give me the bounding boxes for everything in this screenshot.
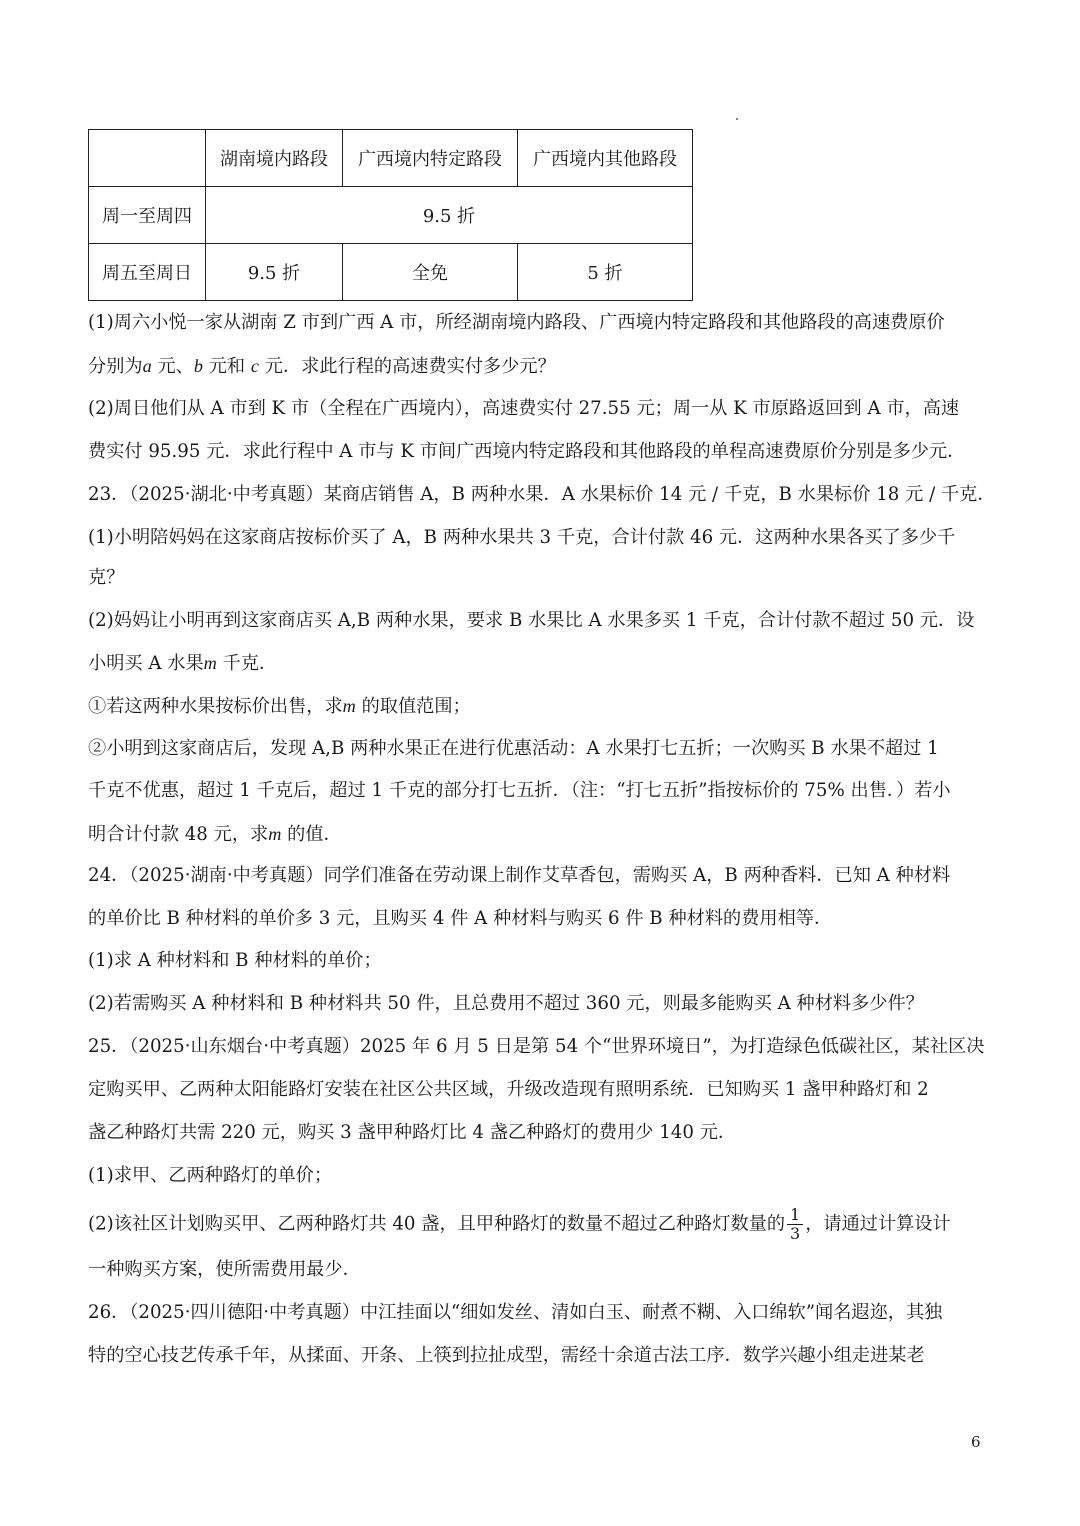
- q22-part2-line1: (2)周日他们从 A 市到 K 市（全程在广西境内），高速费实付 27.55 元；周一从 K 市原路返回到 A 市，高速: [88, 398, 960, 419]
- math-var: c: [250, 356, 259, 376]
- table-row: [89, 187, 693, 244]
- table-header-row: [89, 130, 693, 187]
- q26-line2: 特的空心技艺传承千年，从揉面、开条、上筷到拉扯成型，需经十余道古法工序．数学兴趣小组走进某老: [88, 1345, 925, 1366]
- q23-line1: 23．（2025·湖北·中考真题）某商店销售 A，B 两种水果．A 水果标价 14 元 / 千克，B 水果标价 18 元 / 千克．: [88, 484, 996, 505]
- q26-line1: 26．（2025·四川德阳·中考真题）中江挂面以“细如发丝、清如白玉、耐煮不糊、入口绵软”闻名遐迩，其独: [88, 1302, 943, 1323]
- text-span: ①若这两种水果按标价出售，求: [88, 696, 343, 717]
- q25-line3: 盏乙种路灯共需 220 元，购买 3 盏甲种路灯比 4 盏乙种路灯的费用少 140 元．: [88, 1122, 737, 1143]
- fraction: [787, 1206, 803, 1243]
- q23-line7: ②小明到这家商店后，发现 A,B 两种水果正在进行优惠活动：A 水果打七五折；一次购买 B 水果不超过 1: [88, 738, 939, 759]
- q24-line4: (2)若需购买 A 种材料和 B 种材料共 50 件，且总费用不超过 360 元，则最多能购买 A 种材料多少件？: [88, 993, 924, 1014]
- math-var: b: [193, 356, 203, 376]
- q23-line4: (2)妈妈让小明再到这家商店买 A,B 两种水果，要求 B 水果比 A 水果多买 1 千克，合计付款不超过 50 元．设: [88, 610, 975, 631]
- q23-line9: [88, 822, 993, 847]
- q23-line8: 千克不优惠，超过 1 千克后，超过 1 千克的部分打七五折．（注：“打七五折”指按标价的 75% 出售．）若小: [88, 780, 951, 801]
- text-span: 小明买 A 水果: [88, 653, 204, 674]
- q25-line1: 25．（2025·山东烟台·中考真题）2025 年 6 月 5 日是第 54 个“世界环境日”，为打造绿色低碳社区，某社区决: [88, 1036, 985, 1057]
- q23-line5: [88, 651, 993, 676]
- q25-line2: 定购买甲、乙两种太阳能路灯安装在社区公共区域，升级改造现有照明系统．已知购买 1 盏甲种路灯和 2: [88, 1079, 929, 1100]
- q23-line6: [88, 694, 993, 719]
- q22-part1-line1: (1)周六小悦一家从湖南 Z 市到广西 A 市，所经湖南境内路段、广西境内特定路段和其他路段的高速费原价: [88, 312, 945, 333]
- text-span: 的值．: [281, 824, 342, 845]
- q25-line6: 一种购买方案，使所需费用最少．: [88, 1259, 361, 1280]
- text-span: ，请通过计算设计: [805, 1213, 951, 1235]
- text-span: 分别为: [88, 356, 143, 377]
- q22-part1-line2: [88, 354, 993, 379]
- q22-part2-line2: 费实付 95.95 元．求此行程中 A 市与 K 市间广西境内特定路段和其他路段的单程高速费原价分别是多少元．: [88, 441, 966, 462]
- q25-line5: [88, 1206, 993, 1243]
- math-var: a: [142, 356, 152, 376]
- q25-line4: (1)求甲、乙两种路灯的单价；: [88, 1165, 333, 1186]
- table-header-cell: 广西境内特定路段: [343, 130, 518, 187]
- page-number: 6: [971, 1433, 981, 1451]
- text-span: (2)该社区计划购买甲、乙两种路灯共 40 盏，且甲种路灯的数量不超过乙种路灯数量的: [88, 1213, 786, 1235]
- text-span: 明合计付款 48 元，求: [88, 824, 269, 845]
- toll-discount-table: [88, 129, 693, 301]
- math-var: m: [268, 824, 282, 844]
- stray-dot: [736, 118, 738, 120]
- q23-line3: 克？: [88, 567, 125, 588]
- table-row: [89, 244, 693, 301]
- table-cell: 9.5 折: [206, 187, 693, 244]
- table-row-label: 周一至周四: [89, 187, 206, 244]
- q24-line3: (1)求 A 种材料和 B 种材料的单价；: [88, 950, 382, 971]
- table-cell: 9.5 折: [206, 244, 343, 301]
- q24-line2: 的单价比 B 种材料的单价多 3 元，且购买 4 件 A 种材料与购买 6 件 B 种材料的费用相等．: [88, 908, 833, 929]
- text-span: 元、: [151, 356, 194, 377]
- text-span: 元和: [202, 356, 251, 377]
- text-span: 元．求此行程的高速费实付多少元？: [258, 356, 556, 377]
- fraction-denominator: 3: [790, 1224, 801, 1243]
- table-header-cell: 湖南境内路段: [206, 130, 343, 187]
- table-header-cell: 广西境内其他路段: [518, 130, 693, 187]
- table-cell: 全免: [343, 244, 518, 301]
- q24-line1: 24．（2025·湖南·中考真题）同学们准备在劳动课上制作艾草香包，需购买 A，B 两种香料．已知 A 种材料: [88, 865, 951, 886]
- table-header-cell: [89, 130, 206, 187]
- table-cell: 5 折: [518, 244, 693, 301]
- fraction-numerator: 1: [787, 1206, 803, 1225]
- math-var: m: [203, 653, 217, 673]
- text-span: 千克．: [216, 653, 278, 674]
- math-var: m: [342, 696, 356, 716]
- q23-line2: (1)小明陪妈妈在这家商店按标价买了 A，B 两种水果共 3 千克，合计付款 46 元．这两种水果各买了多少千: [88, 527, 956, 548]
- text-span: 的取值范围；: [355, 696, 471, 717]
- table-row-label: 周五至周日: [89, 244, 206, 301]
